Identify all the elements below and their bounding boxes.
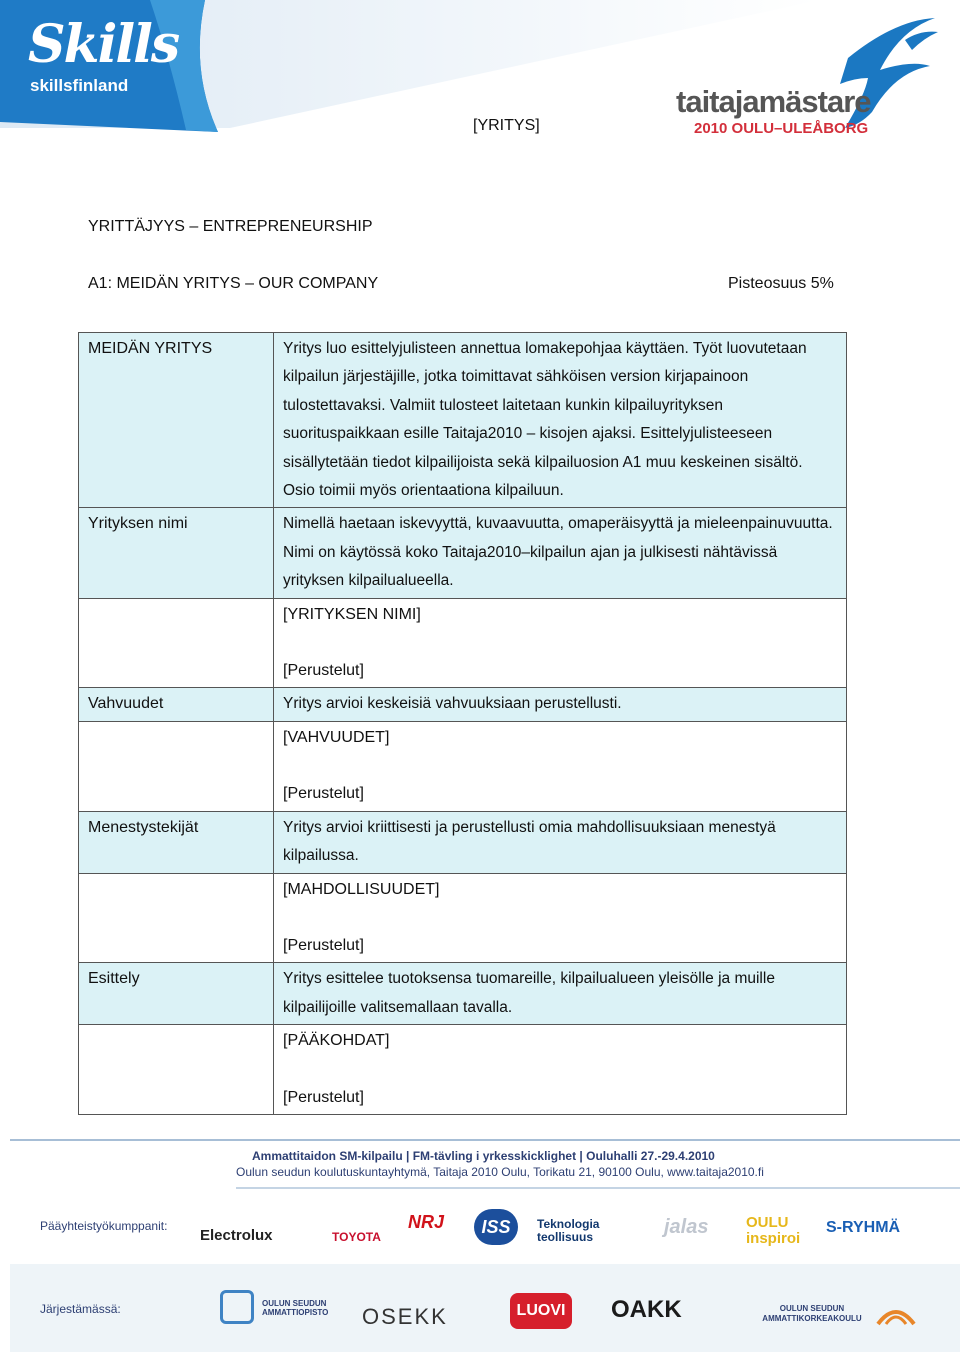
row-description: Yritys arvioi kriittisesti ja perustellusti omia mahdollisuuksiaan menestyä kilpailussa. xyxy=(274,811,847,873)
oakk-logo: OAKK xyxy=(611,1296,682,1323)
osao-emblem-icon xyxy=(220,1290,254,1324)
subsection-title: A1: MEIDÄN YRITYS – OUR COMPANY xyxy=(88,275,379,292)
empty-cell xyxy=(79,598,274,688)
table-row xyxy=(79,333,847,508)
partners-label: Pääyhteistyökumppanit: xyxy=(40,1219,168,1233)
table-row-input xyxy=(79,1025,847,1115)
skills-logo-text: Skills xyxy=(28,14,179,75)
empty-cell xyxy=(79,1025,274,1115)
answer-cell[interactable] xyxy=(274,721,847,811)
main-points-placeholder[interactable]: [PÄÄKOHDAT] xyxy=(283,1032,390,1050)
justification-placeholder[interactable]: [Perustelut] xyxy=(283,662,364,680)
row-description: Yritys arvioi keskeisiä vahvuuksiaan perustellusti. xyxy=(274,688,847,721)
section-title: YRITTÄJYYS – ENTREPRENEURSHIP xyxy=(88,218,373,235)
row-description: Yritys luo esittelyjulisteen annettua lomakepohjaa käyttäen. Työt luovutetaan kilpailun järjestäjille, jotka toimittavat sähköisen version kirjapainoon tulostettavaksi. Valmiit tulosteet laitetaan kunkin kilpailuyrityksen suorituspaikkaan esille Taitaja2010 – kisojen ajaksi. Esittelyjulisteeseen sisällytetään tiedot kilpailijoista sekä kilpailuosion A1 muu keskeinen sisältö. Osio toimii myös orientaationa kilpailuun. xyxy=(274,333,847,508)
row-description: Nimellä haetaan iskevyyttä, kuvaavuutta, omaperäisyyttä ja mieleenpainuvuutta. Nimi on käytössä koko Taitaja2010–kilpailun ajan ja julkisesti nähtävissä yrityksen kilpailualueella. xyxy=(274,508,847,598)
table-row xyxy=(79,963,847,1025)
table-row-input xyxy=(79,598,847,688)
taitaja-logo-subtext: 2010 OULU–ULEÅBORG xyxy=(694,120,869,137)
table-row-input xyxy=(79,721,847,811)
osekk-logo: OSEKK xyxy=(362,1304,448,1329)
toyota-logo: TOYOTA xyxy=(332,1230,381,1244)
footer-address-line: Oulun seudun koulutuskuntayhtymä, Taitaja 2010 Oulu, Torikatu 21, 90100 Oulu, www.taitaja2010.fi xyxy=(236,1165,764,1179)
opportunities-placeholder[interactable]: [MAHDOLLISUUDET] xyxy=(283,880,440,898)
luovi-logo: LUOVI xyxy=(510,1293,572,1329)
empty-cell xyxy=(79,721,274,811)
task-table xyxy=(78,332,847,1115)
organizers-label: Järjestämässä: xyxy=(40,1302,121,1316)
footer-event-line: Ammattitaidon SM-kilpailu | FM-tävling i yrkesskicklighet | Ouluhalli 27.-29.4.2010 xyxy=(252,1149,715,1163)
oamk-logo: OULUN SEUDUN AMMATTIKORKEAKOULU xyxy=(762,1304,862,1323)
table-row-input xyxy=(79,873,847,963)
justification-placeholder[interactable]: [Perustelut] xyxy=(283,1088,364,1106)
justification-placeholder[interactable]: [Perustelut] xyxy=(283,785,364,803)
jalas-logo: jalas xyxy=(664,1216,709,1238)
header-company-label: [YRITYS] xyxy=(473,117,540,134)
s-ryhma-logo: S-RYHMÄ xyxy=(826,1219,901,1236)
answer-cell[interactable] xyxy=(274,873,847,963)
skills-logo-subtext: skillsfinland xyxy=(30,76,129,95)
electrolux-logo: Electrolux xyxy=(200,1227,273,1244)
justification-placeholder[interactable]: [Perustelut] xyxy=(283,936,364,954)
teknologiateollisuus-logo: Teknologia teollisuus xyxy=(537,1217,600,1244)
row-label: Menestystekijät xyxy=(79,811,274,873)
header-banner xyxy=(0,0,960,150)
oamk-emblem-icon xyxy=(876,1298,916,1328)
row-label: Yrityksen nimi xyxy=(79,508,274,598)
table-row xyxy=(79,811,847,873)
answer-cell[interactable] xyxy=(274,1025,847,1115)
empty-cell xyxy=(79,873,274,963)
row-description: Yritys esittelee tuotoksensa tuomareille, kilpailualueen yleisölle ja muille kilpailijoille valitsemallaan tavalla. xyxy=(274,963,847,1025)
company-name-placeholder[interactable]: [YRITYKSEN NIMI] xyxy=(283,605,421,623)
row-label: Esittely xyxy=(79,963,274,1025)
row-label: Vahvuudet xyxy=(79,688,274,721)
oulu-inspiroi-logo: OULU inspiroi xyxy=(746,1214,801,1247)
table-row xyxy=(79,508,847,598)
nrj-logo: NRJ xyxy=(408,1212,445,1232)
points-share: Pisteosuus 5% xyxy=(728,275,834,292)
iss-logo: ISS xyxy=(474,1209,518,1245)
answer-cell[interactable] xyxy=(274,598,847,688)
row-label: MEIDÄN YRITYS xyxy=(79,333,274,508)
taitaja-logo-text: taitajamästare xyxy=(676,84,871,119)
table-row xyxy=(79,688,847,721)
osao-logo: OULUN SEUDUN AMMATTIOPISTO xyxy=(262,1299,329,1317)
taitaja-logo xyxy=(676,84,871,137)
strengths-placeholder[interactable]: [VAHVUUDET] xyxy=(283,728,390,746)
